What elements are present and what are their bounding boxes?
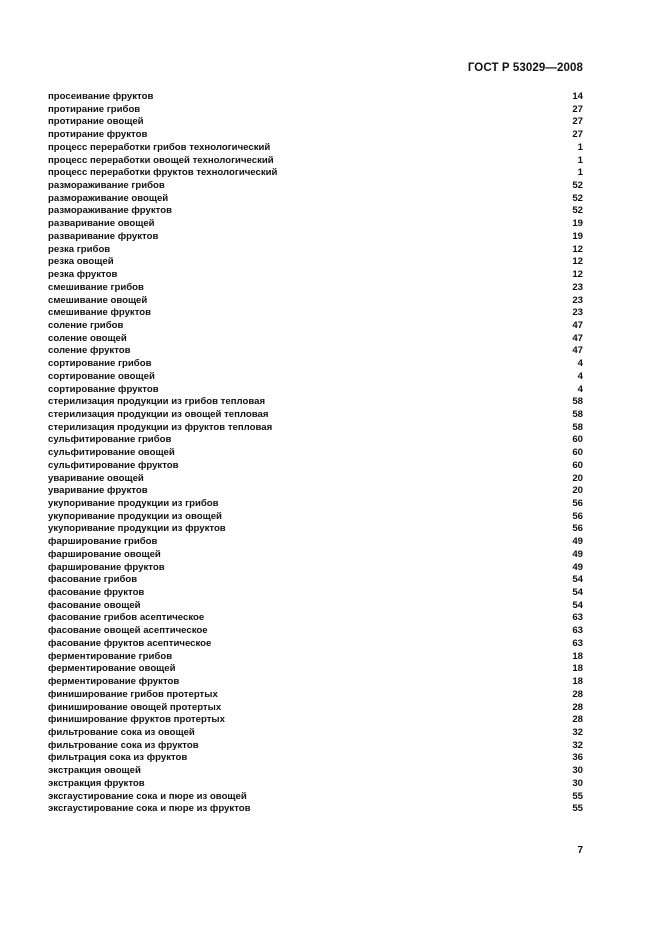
index-term: сортирование грибов [48, 358, 152, 370]
index-entry [48, 803, 583, 816]
index-entry [48, 473, 583, 486]
index-page-number: 47 [572, 345, 583, 357]
index-term: протирание фруктов [48, 129, 148, 141]
index-page-number: 63 [572, 612, 583, 624]
index-term: соление овощей [48, 332, 127, 344]
index-entry [48, 155, 583, 168]
index-term: размораживание фруктов [48, 205, 172, 217]
index-entry [48, 612, 583, 625]
index-entry [48, 740, 583, 753]
index-entry [48, 791, 583, 804]
index-entry [48, 600, 583, 613]
index-page-number: 54 [572, 599, 583, 611]
index-term: финиширование грибов протертых [48, 688, 218, 700]
index-term: процесс переработки грибов технологический [48, 141, 271, 153]
index-term: разваривание фруктов [48, 230, 159, 242]
index-page-number: 1 [577, 167, 583, 179]
index-term: размораживание овощей [48, 192, 169, 204]
index-page-number: 56 [572, 498, 583, 509]
index-term: протирание овощей [48, 116, 144, 128]
index-entry [48, 460, 583, 473]
index-page-number: 49 [572, 561, 583, 573]
index-entry [48, 689, 583, 702]
index-page-number: 12 [572, 269, 583, 281]
index-page-number: 30 [572, 765, 583, 777]
index-entry [48, 231, 583, 244]
index-page-number: 19 [572, 218, 583, 230]
index-term: размораживание грибов [48, 180, 165, 192]
index-entry [48, 295, 583, 308]
index-entry [48, 562, 583, 575]
index-term: ферментирование грибов [48, 650, 173, 662]
index-term: процесс переработки фруктов технологический [48, 167, 278, 179]
page-number: 7 [577, 845, 583, 856]
index-entry [48, 193, 583, 206]
index-term: эксгаустирование сока и пюре из фруктов [48, 803, 251, 815]
index-page-number: 4 [577, 358, 583, 370]
index-entry [48, 218, 583, 231]
index-term: фарширование фруктов [48, 561, 165, 573]
index-page-number: 1 [577, 154, 583, 166]
index-term: уваривание овощей [48, 472, 144, 484]
index-page-number: 28 [572, 714, 583, 726]
document-header [0, 62, 583, 74]
index-entry [48, 371, 583, 384]
index-term: сульфитирование фруктов [48, 459, 179, 471]
index-page-number: 47 [572, 319, 583, 331]
index-entry [48, 409, 583, 422]
index-term: финиширование овощей протертых [48, 701, 222, 713]
index-page-number: 63 [572, 625, 583, 637]
index-page-number: 49 [572, 548, 583, 560]
index-term: соление фруктов [48, 345, 131, 357]
index-entry [48, 307, 583, 320]
index-page-number: 12 [572, 256, 583, 268]
index-term: сульфитирование грибов [48, 434, 172, 446]
index-page-number: 30 [572, 777, 583, 789]
index-entry [48, 676, 583, 689]
index-page-number: 18 [572, 650, 583, 662]
index-page-number: 4 [577, 370, 583, 382]
index-term: смешивание овощей [48, 294, 148, 306]
index-entry [48, 485, 583, 498]
standard-designation: ГОСТ Р 53029—2008 [467, 62, 583, 74]
index-term: фасование грибов асептическое [48, 612, 205, 624]
index-entry [48, 447, 583, 460]
index-term: фильтрация сока из фруктов [48, 752, 188, 764]
index-term: укупоривание продукции из фруктов [48, 523, 226, 535]
index-entry [48, 345, 583, 358]
index-entry [48, 587, 583, 600]
index-entry [48, 765, 583, 778]
index-page-number: 56 [572, 510, 583, 522]
index-entry [48, 244, 583, 257]
index-term: финиширование фруктов протертых [48, 714, 225, 726]
index-term: резка овощей [48, 256, 114, 268]
index-page-number: 28 [572, 688, 583, 700]
index-entry [48, 638, 583, 651]
index-term: фасование грибов [48, 574, 138, 586]
index-term: сортирование фруктов [48, 383, 159, 395]
index-entry [48, 714, 583, 727]
index-term: экстракция фруктов [48, 777, 145, 789]
index-page-number: 23 [572, 281, 583, 293]
index-entry [48, 167, 583, 180]
index-entry [48, 536, 583, 549]
index-page-number: 52 [572, 205, 583, 217]
index-entry [48, 498, 583, 511]
index-entry [48, 523, 583, 536]
index-entry [48, 549, 583, 562]
index-page-number: 14 [572, 91, 583, 102]
index-entry [48, 256, 583, 269]
index-page-number: 27 [572, 129, 583, 141]
index-entry [48, 116, 583, 129]
index-page-number: 27 [572, 103, 583, 115]
index-entry [48, 702, 583, 715]
index-term: соление грибов [48, 319, 124, 331]
index-page-number: 32 [572, 739, 583, 751]
index-entry [48, 422, 583, 435]
index-page-number: 60 [572, 434, 583, 446]
index-term: резка фруктов [48, 269, 118, 281]
index-entry [48, 778, 583, 791]
alphabetical-index [48, 91, 583, 816]
index-term: протирание грибов [48, 103, 141, 115]
index-entry [48, 91, 583, 104]
index-entry [48, 396, 583, 409]
index-page-number: 28 [572, 701, 583, 713]
index-entry [48, 333, 583, 346]
index-page-number: 55 [572, 803, 583, 815]
index-page-number: 32 [572, 726, 583, 738]
index-page-number: 58 [572, 396, 583, 408]
index-term: фасование овощей [48, 599, 141, 611]
index-page-number: 20 [572, 485, 583, 497]
index-page-number: 60 [572, 447, 583, 459]
index-page-number: 12 [572, 243, 583, 255]
index-entry [48, 384, 583, 397]
index-page-number: 60 [572, 459, 583, 471]
index-entry [48, 574, 583, 587]
index-term: укупоривание продукции из овощей [48, 510, 222, 522]
index-term: фарширование грибов [48, 536, 158, 548]
index-page-number: 20 [572, 472, 583, 484]
index-page-number: 36 [572, 752, 583, 764]
index-page-number: 58 [572, 408, 583, 420]
index-page-number: 55 [572, 790, 583, 802]
index-entry [48, 727, 583, 740]
index-term: фасование фруктов асептическое [48, 637, 212, 649]
index-page-number: 18 [572, 676, 583, 688]
index-page-number: 52 [572, 180, 583, 192]
index-entry [48, 180, 583, 193]
index-page-number: 56 [572, 523, 583, 535]
index-entry [48, 205, 583, 218]
index-term: фильтрование сока из овощей [48, 726, 195, 738]
index-entry [48, 282, 583, 295]
index-term: стерилизация продукции из грибов тепловая [48, 396, 266, 408]
index-page-number: 19 [572, 230, 583, 242]
index-term: стерилизация продукции из овощей тепловая [48, 408, 269, 420]
index-term: фильтрование сока из фруктов [48, 739, 199, 751]
index-page-number: 4 [577, 383, 583, 395]
index-entry [48, 129, 583, 142]
index-entry [48, 663, 583, 676]
index-page-number: 47 [572, 332, 583, 344]
index-term: фарширование овощей [48, 548, 161, 560]
index-page-number: 54 [572, 574, 583, 586]
index-page-number: 58 [572, 421, 583, 433]
index-page-number: 27 [572, 116, 583, 128]
index-term: смешивание грибов [48, 281, 144, 293]
index-entry [48, 269, 583, 282]
index-term: ферментирование фруктов [48, 676, 180, 688]
index-term: фасование фруктов [48, 587, 145, 599]
index-page-number: 23 [572, 294, 583, 306]
index-term: разваривание овощей [48, 218, 155, 230]
index-term: ферментирование овощей [48, 663, 176, 675]
index-entry [48, 358, 583, 371]
index-entry [48, 434, 583, 447]
index-entry [48, 320, 583, 333]
index-term: экстракция овощей [48, 765, 141, 777]
index-term: смешивание фруктов [48, 307, 152, 319]
index-term: сортирование овощей [48, 370, 155, 382]
index-entry [48, 625, 583, 638]
index-term: резка грибов [48, 243, 111, 255]
index-entry [48, 651, 583, 664]
index-entry [48, 104, 583, 117]
index-term: стерилизация продукции из фруктов тепловая [48, 421, 273, 433]
index-term: сульфитирование овощей [48, 447, 175, 459]
index-page-number: 1 [577, 141, 583, 153]
index-entry [48, 752, 583, 765]
index-entry [48, 142, 583, 155]
index-term: уваривание фруктов [48, 485, 148, 497]
index-term: процесс переработки овощей технологический [48, 154, 274, 166]
index-entry [48, 511, 583, 524]
index-page-number: 49 [572, 536, 583, 548]
index-page-number: 54 [572, 587, 583, 599]
index-page-number: 23 [572, 307, 583, 319]
index-term: эксгаустирование сока и пюре из овощей [48, 790, 247, 802]
index-page-number: 63 [572, 637, 583, 649]
index-term: укупоривание продукции из грибов [48, 498, 219, 509]
index-page-number: 18 [572, 663, 583, 675]
index-term: фасование овощей асептическое [48, 625, 208, 637]
index-term: просеивание фруктов [48, 91, 154, 102]
index-page-number: 52 [572, 192, 583, 204]
